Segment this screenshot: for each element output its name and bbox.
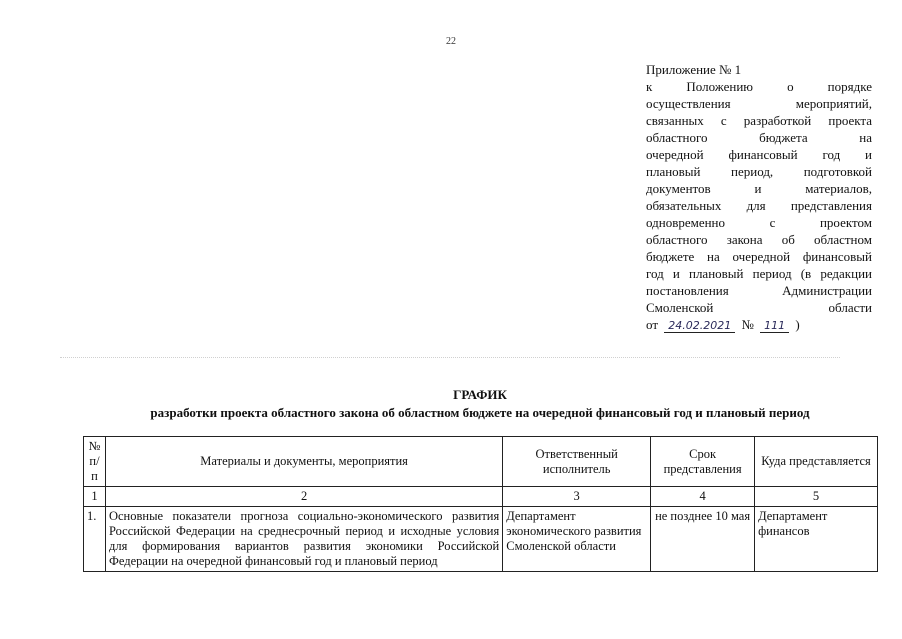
appendix-line: Смоленской области	[646, 300, 872, 315]
column-number: 3	[503, 487, 651, 507]
page-number: 22	[446, 36, 456, 47]
header-number: № п/п	[84, 437, 106, 487]
appendix-line: постановления Администрации	[646, 283, 872, 298]
column-number: 4	[651, 487, 755, 507]
row-destination: Департамент финансов	[755, 507, 878, 572]
column-number: 2	[105, 487, 502, 507]
document-subtitle: разработки проекта областного закона об областном бюджете на очередной финансовый год и плановый период	[150, 405, 810, 420]
column-number: 1	[84, 487, 106, 507]
row-executor: Департамент экономического развития Смоленской области	[503, 507, 651, 572]
appendix-line: плановый период, подготовкой	[646, 164, 872, 179]
column-number-row	[84, 487, 878, 507]
handwritten-number: 111	[760, 319, 789, 333]
row-deadline: не позднее 10 мая	[651, 507, 755, 572]
table-row	[84, 507, 878, 572]
appendix-block	[646, 61, 872, 334]
number-prefix: №	[741, 317, 754, 332]
appendix-line: одновременно с проектом	[646, 215, 872, 230]
date-prefix: от	[646, 317, 659, 332]
header-deadline: Срок представления	[651, 437, 755, 487]
appendix-date-row	[646, 316, 872, 334]
handwritten-date: 24.02.2021	[664, 319, 735, 333]
table-header-row	[84, 437, 878, 487]
appendix-line: осуществления мероприятий,	[646, 96, 872, 111]
appendix-line: бюджете на очередной финансовый	[646, 249, 872, 264]
schedule-table	[83, 436, 878, 572]
header-destination: Куда представляется	[755, 437, 878, 487]
closing-paren: )	[795, 317, 800, 332]
appendix-line: очередной финансовый год и	[646, 147, 872, 162]
column-number: 5	[755, 487, 878, 507]
appendix-line: к Положению о порядке	[646, 79, 872, 94]
appendix-line: документов и материалов,	[646, 181, 872, 196]
scan-artifact-line	[60, 357, 840, 358]
row-number: 1.	[84, 507, 106, 572]
appendix-line: обязательных для представления	[646, 198, 872, 213]
appendix-line: связанных с разработкой проекта	[646, 113, 872, 128]
row-material: Основные показатели прогноза социально-экономического развития Российской Федерации на среднесрочный период и исходные условия для формирования вариантов развития экономики Российской Федерации на очередной финансовый год и плановый период	[105, 507, 502, 572]
document-title: ГРАФИК	[453, 387, 507, 402]
appendix-line: Приложение № 1	[646, 62, 742, 77]
header-materials: Материалы и документы, мероприятия	[105, 437, 502, 487]
header-executor: Ответственный исполнитель	[503, 437, 651, 487]
appendix-line: год и плановый период (в редакции	[646, 266, 872, 281]
appendix-line: областного закона об областном	[646, 232, 872, 247]
appendix-line: областного бюджета на	[646, 130, 872, 145]
